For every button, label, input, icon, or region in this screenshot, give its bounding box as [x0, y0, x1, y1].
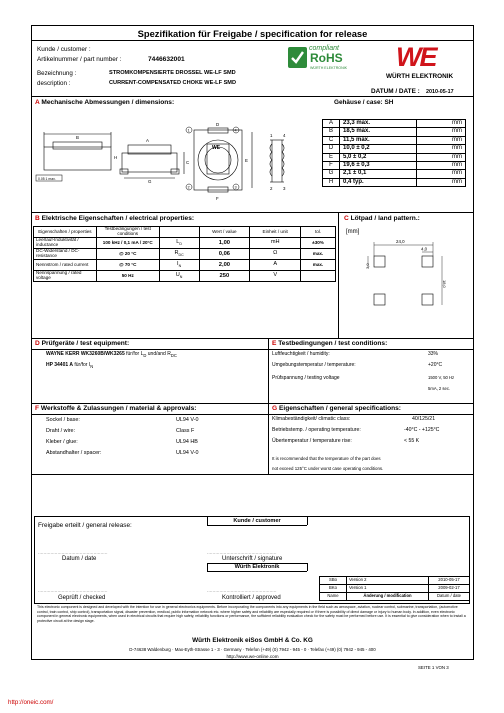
label-g: G [148, 179, 152, 184]
article-label: Artikelnummer / part number : [37, 56, 122, 63]
dimension-row [323, 153, 466, 161]
sign-dots: .................................................. [207, 550, 277, 556]
dim-key: C [323, 136, 340, 144]
el-cond: @ 20 °C [96, 249, 159, 260]
equipment-sub2: DC [170, 353, 177, 358]
general-note-1: It is recommended that the temperature of the part does [272, 456, 381, 461]
pin-3: 3 [283, 186, 286, 191]
equipment-for: für/for I [74, 362, 91, 368]
test-condition-label: Umgebungstemperatur / temperature: [272, 362, 356, 368]
dim-value: 11,5 max. [340, 136, 417, 144]
el-cond: 50 Hz [96, 271, 159, 282]
dim-key: B [323, 128, 340, 136]
we-head: Würth Elektronik [234, 564, 280, 570]
section-f-subrule [31, 414, 474, 415]
test-condition-value: 5mA, 2 sec. [428, 386, 451, 391]
general-item [272, 439, 470, 445]
page-number: SEITE 1 VON 3 [418, 665, 449, 670]
dim-value: 10,0 ± 0,2 [340, 145, 417, 153]
controlled-caption: Kontrolliert / approved [222, 595, 281, 601]
rohs-compliant: compliant [309, 45, 339, 52]
general-label: Betriebstemp. / operating temperature: [272, 427, 361, 433]
el-sym-sub: N [178, 263, 182, 268]
dim-unit: mm [417, 153, 466, 161]
release-label: Freigabe erteilt / general release: [38, 522, 132, 529]
pin-1: 1 [270, 133, 273, 138]
el-head-tol: tol. [301, 227, 336, 238]
land-unit: [mm] [346, 229, 360, 235]
customer-head: Kunde / customer [233, 518, 281, 524]
land-h1: 3,0 [365, 263, 370, 269]
dim-key: E [323, 153, 340, 161]
dim-unit: mm [417, 128, 466, 136]
section-a-letter: A [35, 99, 40, 106]
section-d-letter: D [35, 340, 40, 347]
section-b-text: Elektrische Eigenschaften / electrical properties: [41, 215, 195, 222]
material-item [46, 439, 246, 445]
el-prop: Nennspannung / rated voltage [34, 271, 97, 282]
rev-change: Version 2 [347, 577, 429, 585]
equipment-name: HP 34401 A [46, 362, 73, 368]
rev-head-date: Datum / date [429, 593, 470, 601]
el-value: 0,06 [199, 249, 250, 260]
section-d-title [35, 340, 129, 347]
electrical-table [33, 226, 336, 282]
dim-value: 5,0 ± 0,2 [340, 153, 417, 161]
dimensions-table [322, 119, 466, 187]
rev-head-change: Änderung / modification [347, 593, 429, 601]
test-condition [272, 352, 470, 358]
material-item [46, 450, 246, 456]
el-tol: ±30% [301, 238, 336, 249]
label-h: H [114, 155, 118, 160]
material-value: UL94 V-0 [176, 417, 199, 423]
el-tol: max. [301, 260, 336, 271]
rev-date: 2010-05-17 [429, 577, 470, 585]
el-sym: I [177, 260, 179, 267]
land-w: 24,0 [396, 239, 405, 244]
el-head-cond: Testbedingungen / test conditions [96, 227, 159, 238]
we-head-r [307, 563, 308, 571]
material-value: Class F [176, 428, 195, 434]
dimension-row [323, 136, 466, 144]
test-condition-value: 33% [428, 351, 439, 357]
section-f-rule [31, 403, 474, 404]
rev-change: Version 1 [347, 585, 429, 593]
test-condition-value: 1500 V, 50 Hz [428, 375, 455, 380]
date-label: DATUM / DATE : [371, 88, 420, 95]
rohs-text: RoHS [310, 51, 343, 65]
test-condition [272, 363, 470, 369]
revision-table [319, 576, 470, 601]
el-head-value: Wert / value [199, 227, 250, 238]
section-c-text: Lötpad / land pattern.: [350, 215, 420, 222]
section-b-rule [31, 212, 474, 213]
customer-label: Kunde / customer : [37, 46, 91, 53]
land-g: 4,0 [421, 246, 428, 252]
el-tol: max. [301, 249, 336, 260]
pin-4: 4 [283, 133, 286, 138]
general-label: Klimabeständigkeit/ climatic class: [272, 416, 351, 422]
case-label [334, 99, 393, 106]
label-d: D [216, 122, 220, 127]
el-unit: Ω [250, 249, 301, 260]
circle-1: 1 [187, 128, 190, 133]
section-a-title [35, 99, 174, 106]
case-label-text: Gehäuse / case: [334, 99, 383, 106]
section-c-letter: C [344, 215, 349, 222]
test-condition-value: +20°C [428, 362, 443, 368]
equipment-item [46, 352, 177, 359]
watermark-link[interactable]: http://oneic.com/ [8, 699, 54, 706]
title-rule [31, 40, 474, 41]
section-f-letter: F [35, 405, 40, 412]
dimension-row [323, 128, 466, 136]
land-pattern [360, 236, 470, 332]
general-item [272, 428, 470, 434]
dim-key: H [323, 178, 340, 186]
designation-label: Bezeichnung : [37, 70, 77, 77]
revision-header-row [320, 593, 470, 601]
el-row [34, 238, 336, 249]
case-value: SH [384, 99, 394, 106]
circle-3: 3 [234, 185, 237, 190]
material-item [46, 417, 246, 423]
rohs-logo [288, 44, 366, 72]
dim-value: 0,4 typ. [340, 178, 417, 186]
el-row [34, 271, 336, 282]
el-value: 2,00 [199, 260, 250, 271]
customer-head-l [207, 516, 208, 525]
section-g-letter: G [272, 405, 278, 412]
de-divider [268, 338, 269, 474]
el-value: 1,00 [199, 238, 250, 249]
footer-address: D-74638 Waldenburg · Max-Eyth-Strasse 1 - 3 · Germany · Telefon (+49) (0) 7942 - 945 - 0 · Telefax (+49) (0) 7942 - 945 - 400 [129, 647, 376, 652]
section-a-text: Mechanische Abmessungen / dimensions: [41, 99, 175, 106]
label-f: F [216, 196, 219, 201]
label-c: C [186, 160, 190, 165]
el-sym-sub: D [179, 241, 182, 246]
we-logo-mark: WE [396, 42, 436, 72]
dimension-row [323, 120, 466, 128]
equipment-sub1: N [90, 364, 94, 369]
section-d-rule [31, 338, 474, 339]
equipment-mid: und/and R [146, 351, 171, 357]
el-sym: L [176, 238, 180, 245]
date-caption: Datum / date [62, 556, 97, 562]
dim-unit: mm [417, 170, 466, 178]
el-value: 250 [199, 271, 250, 282]
date-value: 2010-05-17 [426, 89, 454, 95]
dim-unit: mm [417, 162, 466, 170]
section-f-text: Werkstoffe & Zulassungen / material & approvals: [40, 405, 197, 412]
dim-key: G [323, 170, 340, 178]
el-symbol [159, 271, 199, 282]
dim-value: 18,5 max. [340, 128, 417, 136]
drawing-marking: WE [212, 145, 221, 151]
label-a: A [146, 138, 149, 143]
dim-unit: mm [417, 136, 466, 144]
label-e: E [245, 158, 248, 163]
section-g-title [272, 405, 401, 412]
dim-key: F [323, 162, 340, 170]
dim-value: 19,6 ± 0,3 [340, 162, 417, 170]
equipment-name: WAYNE KERR WK3260B/WK3265 [46, 351, 125, 357]
pin-2: 2 [270, 186, 273, 191]
dim-unit: mm [417, 120, 466, 128]
we-head-rule [207, 571, 307, 572]
material-item [46, 428, 246, 434]
general-item [272, 417, 470, 423]
el-symbol [159, 260, 199, 271]
el-tol [301, 271, 336, 282]
el-prop: Nennstrom / rated current [34, 260, 97, 271]
dim-unit: mm [417, 178, 466, 186]
el-row [34, 260, 336, 271]
material-value: UL94 HB [176, 439, 198, 445]
revision-row [320, 577, 470, 585]
material-label: Sockel / base: [46, 417, 80, 423]
disclaimer: This electronic component is designed and developed with the intention for use in general electronics equipments. Before incorporating the components into any equipments in the field such as aerospace, aviation, nuclear control, submarine, transportation, (automotive control, train control, ship control), transportation signal, disaster prevention, medical, public information network etc. where higher safety and reliability are especially required or if there is possibility of direct damage or injury to human body. In addition, even electronic component in general electronic equipments, when used in electrical circuits that require high safety, reliability functions or performance, the sufficient reliability evaluation check for the safety must be performed before use. It is essential to give consideration when to install a protective circuit at the design stage. [37, 605, 466, 623]
dim-value: 2,1 ± 0,1 [340, 170, 417, 178]
general-value: -40°C - +125°C [404, 427, 440, 433]
circle-2: 2 [187, 185, 190, 190]
date-dots: .................................................. [38, 550, 108, 556]
we-head-l [207, 563, 208, 571]
footer-web[interactable]: http://www.we-online.com [226, 654, 279, 659]
section-f-title [35, 405, 196, 412]
el-sym: R [174, 249, 179, 256]
rev-name: BKo [320, 585, 347, 593]
label-b: B [76, 135, 79, 140]
equipment-sub1: D [143, 353, 147, 358]
test-condition [272, 376, 470, 382]
equipment-for: für/for L [126, 351, 144, 357]
el-unit: A [250, 260, 301, 271]
section-b-title [35, 215, 194, 222]
general-value: 40/125/21 [412, 416, 436, 422]
land-h2: 18,0 [442, 280, 447, 288]
rev-name: SBo [320, 577, 347, 585]
dim-unit: mm [417, 145, 466, 153]
test-condition-label: Luftfeuchtigkeit / humidity: [272, 351, 330, 357]
section-g-text: Eigenschaften / general specifications: [278, 405, 402, 412]
section-d-subrule [31, 349, 474, 350]
section-c-title [344, 215, 420, 222]
el-cond: @ 70 °C [96, 260, 159, 271]
rev-date: 2009-02-17 [429, 585, 470, 593]
el-head-unit: Einheit / unit [250, 227, 301, 238]
el-row [34, 249, 336, 260]
dim-key: D [323, 145, 340, 153]
controlled-dots: .................................................. [207, 588, 277, 594]
dimension-row [323, 162, 466, 170]
section-d-text: Prüfgeräte / test equipment: [41, 340, 130, 347]
customer-head-r [307, 516, 308, 525]
el-unit: mH [250, 238, 301, 249]
designation-value: STROMKOMPENSIERTE DROSSEL WE-LF SMD [109, 70, 236, 76]
article-value: 7446632001 [148, 56, 185, 63]
dimension-row [323, 178, 466, 186]
el-head-prop: Eigenschaften / properties [34, 227, 97, 238]
signature-caption: Unterschrift / signature [222, 556, 283, 562]
el-sym-sub: N [179, 274, 183, 279]
section-b-letter: B [35, 215, 40, 222]
section-e-title [272, 340, 387, 347]
el-unit: V [250, 271, 301, 282]
scale-note: 0.05 1 max. [38, 176, 56, 181]
rohs-check-icon [288, 47, 307, 68]
el-prop: Leerlauf-Induktivität / inductance [34, 238, 97, 249]
rev-head-name: Name [320, 593, 347, 601]
el-prop: DC-Widerstand / DC-resistance [34, 249, 97, 260]
revision-row [320, 585, 470, 593]
approval-rule [31, 474, 474, 475]
test-condition-label: Prüfspannung / testing voltage [272, 375, 340, 381]
el-symbol [159, 238, 199, 249]
description-label: description : [37, 80, 71, 87]
section-a-rule [31, 96, 474, 97]
material-label: Abstandhalter / spacer: [46, 450, 102, 456]
el-symbol [159, 249, 199, 260]
general-value: < 55 K [404, 438, 420, 444]
material-value: UL94 V-0 [176, 450, 199, 456]
mechanical-drawing [34, 112, 320, 208]
general-note-2: not exceed 125°C under worst case operating conditions. [272, 466, 384, 471]
we-logo-name: WÜRTH ELEKTRONIK [386, 73, 454, 80]
footer-company: Würth Elektronik eiSos GmbH & Co. KG [192, 637, 313, 644]
general-label: Übertemperatur / temperature rise: [272, 438, 352, 444]
section-c-divider [338, 212, 339, 338]
el-cond: 100 kHz / 0,1 mA / 20°C [96, 238, 159, 249]
checked-dots: .................................................. [38, 588, 108, 594]
dimension-row [323, 170, 466, 178]
customer-head-rule [207, 525, 307, 526]
page-title: Spezifikation für Freigabe / specification for release [137, 28, 368, 39]
el-header-row [34, 227, 336, 238]
dim-key: A [323, 120, 340, 128]
circle-4: 4 [234, 128, 237, 133]
material-label: Draht / wire: [46, 428, 76, 434]
dim-value: 23,3 max. [340, 120, 417, 128]
material-label: Kleber / glue: [46, 439, 78, 445]
checked-caption: Geprüft / checked [58, 595, 106, 601]
el-sym: U [175, 271, 180, 278]
we-logo [378, 42, 472, 82]
el-head-sym [159, 227, 199, 238]
description-value: CURRENT-COMPENSATED CHOKE WE-LF SMD [109, 80, 236, 86]
el-sym-sub: DC [178, 252, 184, 257]
dimension-row [323, 145, 466, 153]
section-e-letter: E [272, 340, 277, 347]
rohs-sub: WÜRTH ELEKTRONIK [310, 66, 348, 70]
section-e-text: Testbedingungen / test conditions: [278, 340, 388, 347]
equipment-item [46, 363, 93, 370]
